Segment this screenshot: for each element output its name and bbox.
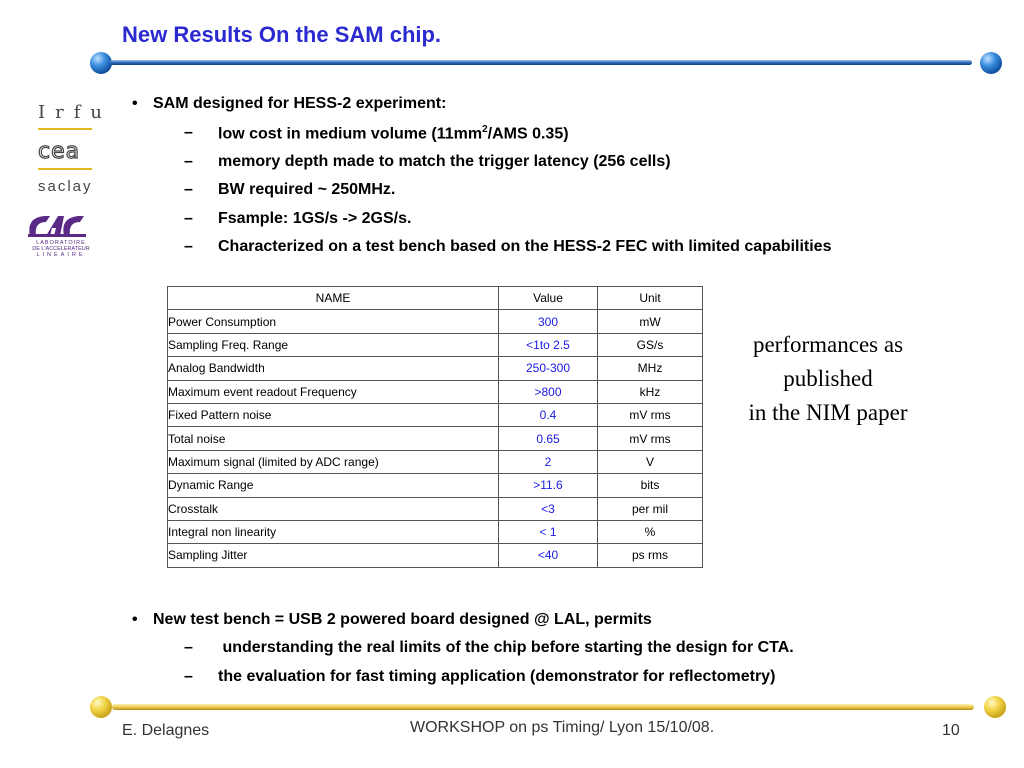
bottom-left-ball-icon <box>90 696 112 718</box>
table-row <box>168 380 703 403</box>
cell-value: < 1 <box>499 520 598 543</box>
lal-logo-text-3: LINEAIRE <box>36 252 86 258</box>
dash-icon: – <box>184 181 193 198</box>
slide-title: New Results On the SAM chip. <box>122 22 442 47</box>
bullet-dot-icon: • <box>132 95 138 112</box>
cell-value: <40 <box>499 544 598 567</box>
table-row <box>168 544 703 567</box>
header-unit: Unit <box>598 287 703 310</box>
cell-value: >11.6 <box>499 474 598 497</box>
sub-bullet-text: BW required ~ 250MHz. <box>218 181 396 198</box>
cell-unit: mV rms <box>598 427 703 450</box>
table-row <box>168 427 703 450</box>
superscript: 2 <box>482 124 488 135</box>
lal-logo-text-1: LABORATOIRE <box>36 240 86 246</box>
lal-logo <box>24 210 98 258</box>
table-row <box>168 520 703 543</box>
cell-name: Integral non linearity <box>168 520 499 543</box>
table-row <box>168 474 703 497</box>
dash-icon: – <box>184 124 193 141</box>
top-divider <box>110 60 972 65</box>
cell-unit: mV rms <box>598 403 703 426</box>
top-right-ball-icon <box>980 52 1002 74</box>
cell-name: Total noise <box>168 427 499 450</box>
cell-unit: MHz <box>598 357 703 380</box>
sub-bullet-text: Characterized on a test bench based on the HESS-2 FEC with limited capabilities <box>218 238 832 255</box>
cell-value: >800 <box>499 380 598 403</box>
top-left-ball-icon <box>90 52 112 74</box>
cell-name: Power Consumption <box>168 310 499 333</box>
cell-unit: mW <box>598 310 703 333</box>
table-row <box>168 403 703 426</box>
cea-logo <box>38 138 94 164</box>
cell-value: 0.65 <box>499 427 598 450</box>
dash-icon: – <box>184 238 193 255</box>
cell-unit: kHz <box>598 380 703 403</box>
header-name: NAME <box>168 287 499 310</box>
cell-unit: per mil <box>598 497 703 520</box>
low-cost-text-post: /AMS 0.35) <box>487 125 569 143</box>
lal-logo-text-2: DE L'ACCELERATEUR <box>32 246 90 252</box>
sub-bullet-text: understanding the real limits of the chip before starting the design for CTA. <box>218 639 794 656</box>
saclay-logo: saclay <box>38 178 93 195</box>
cell-value: 300 <box>499 310 598 333</box>
cell-unit: % <box>598 520 703 543</box>
footer-author: E. Delagnes <box>122 722 210 739</box>
cell-name: Sampling Jitter <box>168 544 499 567</box>
cell-name: Dynamic Range <box>168 474 499 497</box>
table-row <box>168 497 703 520</box>
bullet-text: SAM designed for HESS-2 experiment: <box>153 95 447 112</box>
bottom-right-ball-icon <box>984 696 1006 718</box>
header-value: Value <box>499 287 598 310</box>
bullet-text: New test bench = USB 2 powered board designed @ LAL, permits <box>153 611 652 628</box>
bullet-dot-icon: • <box>132 611 138 628</box>
bottom-divider <box>112 704 974 710</box>
dash-icon: – <box>184 210 193 227</box>
sub-bullet-text <box>218 124 569 143</box>
footer-event: WORKSHOP on ps Timing/ Lyon 15/10/08. <box>410 719 715 736</box>
low-cost-text-pre: low cost in medium volume (11mm <box>218 125 483 143</box>
sub-bullet-text: memory depth made to match the trigger latency (256 cells) <box>218 153 671 170</box>
cea-logo-text: cea <box>38 139 81 164</box>
cell-value: 2 <box>499 450 598 473</box>
dash-icon: – <box>184 639 193 656</box>
cell-name: Maximum event readout Frequency <box>168 380 499 403</box>
side-note-line: performances as <box>752 332 904 357</box>
logo-divider <box>38 168 92 170</box>
cell-name: Crosstalk <box>168 497 499 520</box>
cell-unit: ps rms <box>598 544 703 567</box>
cell-value: 0.4 <box>499 403 598 426</box>
page-number: 10 <box>942 722 960 739</box>
table-header-row <box>168 287 703 310</box>
cell-value: 250-300 <box>499 357 598 380</box>
table-row <box>168 450 703 473</box>
cell-unit: V <box>598 450 703 473</box>
side-note-line: in the NIM paper <box>748 400 908 425</box>
dash-icon: – <box>184 668 193 685</box>
cell-name: Sampling Freq. Range <box>168 333 499 356</box>
table-row <box>168 310 703 333</box>
cell-name: Analog Bandwidth <box>168 357 499 380</box>
sub-bullet-text: the evaluation for fast timing application (demonstrator for reflectometry) <box>218 668 776 685</box>
cell-value: <1to 2.5 <box>499 333 598 356</box>
dash-icon: – <box>184 153 193 170</box>
sub-bullet-text: Fsample: 1GS/s -> 2GS/s. <box>218 210 412 227</box>
cell-name: Maximum signal (limited by ADC range) <box>168 450 499 473</box>
cell-name: Fixed Pattern noise <box>168 403 499 426</box>
cell-unit: GS/s <box>598 333 703 356</box>
cell-unit: bits <box>598 474 703 497</box>
cell-value: <3 <box>499 497 598 520</box>
table-row <box>168 333 703 356</box>
side-note-line: published <box>783 366 873 391</box>
logo-divider <box>38 128 92 130</box>
lal-logo-mark <box>28 216 86 237</box>
results-table <box>167 286 703 568</box>
irfu-logo: Irfu <box>38 102 112 123</box>
table-row <box>168 357 703 380</box>
side-note <box>712 328 944 430</box>
